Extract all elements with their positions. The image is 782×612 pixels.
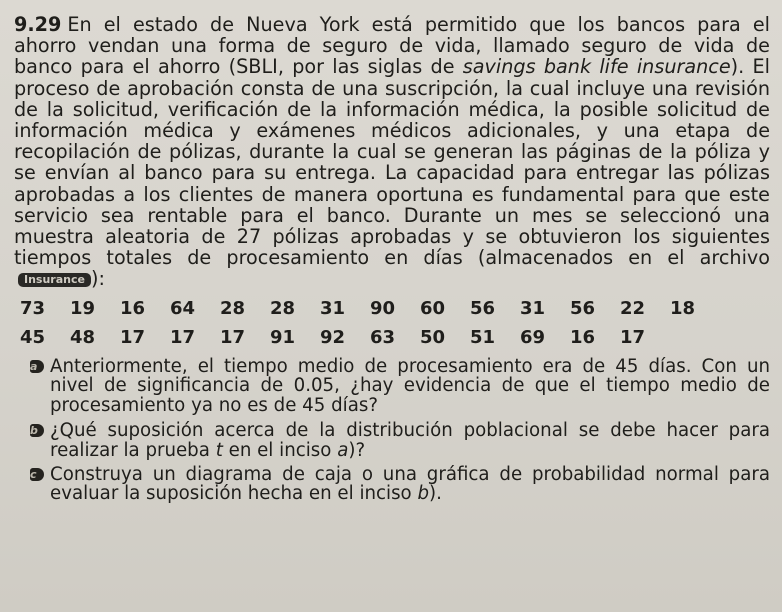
data-value: 92 bbox=[320, 326, 346, 348]
data-row-2 bbox=[14, 328, 770, 348]
problem-number: 9.29 bbox=[14, 13, 62, 36]
data-value: 17 bbox=[120, 326, 146, 348]
data-value: 22 bbox=[620, 297, 646, 319]
data-value: 91 bbox=[270, 326, 296, 348]
data-value: 31 bbox=[520, 297, 546, 319]
data-value: 18 bbox=[670, 297, 696, 319]
part-c-text-end: ). bbox=[429, 483, 442, 505]
data-value: 17 bbox=[220, 326, 246, 348]
data-value: 51 bbox=[470, 326, 496, 348]
part-b-marker: b bbox=[30, 424, 44, 437]
part-b-text-start: ¿Qué suposición acerca de la distribución poblacional se debe hacer para realizar la prueba bbox=[50, 420, 770, 462]
part-a-marker: a bbox=[30, 360, 44, 373]
part-c bbox=[14, 465, 770, 504]
part-b bbox=[14, 421, 770, 460]
data-value: 63 bbox=[370, 326, 396, 348]
data-value: 90 bbox=[370, 297, 396, 319]
part-b-reference: a bbox=[337, 440, 349, 462]
data-row-1 bbox=[14, 299, 770, 319]
data-value: 56 bbox=[470, 297, 496, 319]
part-a bbox=[14, 357, 770, 416]
part-c-reference: b bbox=[417, 483, 430, 505]
textbook-page bbox=[14, 14, 770, 504]
data-value: 48 bbox=[70, 326, 96, 348]
data-value: 64 bbox=[170, 297, 196, 319]
data-value: 28 bbox=[220, 297, 246, 319]
part-b-text-middle: en el inciso bbox=[228, 440, 332, 462]
data-value: 17 bbox=[620, 326, 646, 348]
data-value: 50 bbox=[420, 326, 446, 348]
problem-text-start: En el estado de Nueva York está permitido que los bancos para el ahorro vendan una forma de seguro de vida, llamado seguro de vida de banco para el ahorro (SBLI, por las siglas de bbox=[14, 13, 770, 79]
problem-text-end: ): bbox=[90, 267, 105, 291]
italic-term: savings bank life insurance bbox=[462, 55, 731, 79]
data-value: 31 bbox=[320, 297, 346, 319]
data-value: 16 bbox=[570, 326, 596, 348]
data-value: 56 bbox=[570, 297, 596, 319]
italic-t: t bbox=[215, 440, 223, 462]
data-value: 16 bbox=[120, 297, 146, 319]
data-value: 19 bbox=[70, 297, 96, 319]
data-value: 73 bbox=[20, 297, 46, 319]
part-b-text-end: )? bbox=[348, 440, 366, 462]
part-c-text-start: Construya un diagrama de caja o una gráfica de probabilidad normal para evaluar la suposición hecha en el inciso bbox=[50, 463, 770, 505]
file-badge-insurance: Insurance bbox=[18, 273, 91, 287]
problem-text-middle: ). El proceso de aprobación consta de una suscripción, la cual incluye una revisión de la solicitud, verificación de la información médica, la posible solicitud de información médica y exámenes médicos adicionales, y una etapa de recopilación de pólizas, durante la cual se generan las páginas de la póliza y se envían al banco para su entrega. La capacidad para entregar las pólizas aprobadas a los clientes de manera oportuna es fundamental para que este servicio sea rentable para el banco. Durante un mes se seleccionó una muestra aleatoria de 27 pólizas aprobadas y se obtuvieron los siguientes tiempos totales de procesamiento en días (almacenados en el archivo bbox=[14, 55, 770, 270]
data-value: 17 bbox=[170, 326, 196, 348]
data-value: 28 bbox=[270, 297, 296, 319]
part-a-text: Anteriormente, el tiempo medio de procesamiento era de 45 días. Con un nivel de significancia de 0.05, ¿hay evidencia de que el tiempo medio de procesamiento ya no es de 45 días? bbox=[50, 355, 770, 416]
data-value: 60 bbox=[420, 297, 446, 319]
data-value: 45 bbox=[20, 326, 46, 348]
problem-statement bbox=[14, 14, 770, 290]
data-value: 69 bbox=[520, 326, 546, 348]
part-c-marker: c bbox=[30, 468, 44, 481]
